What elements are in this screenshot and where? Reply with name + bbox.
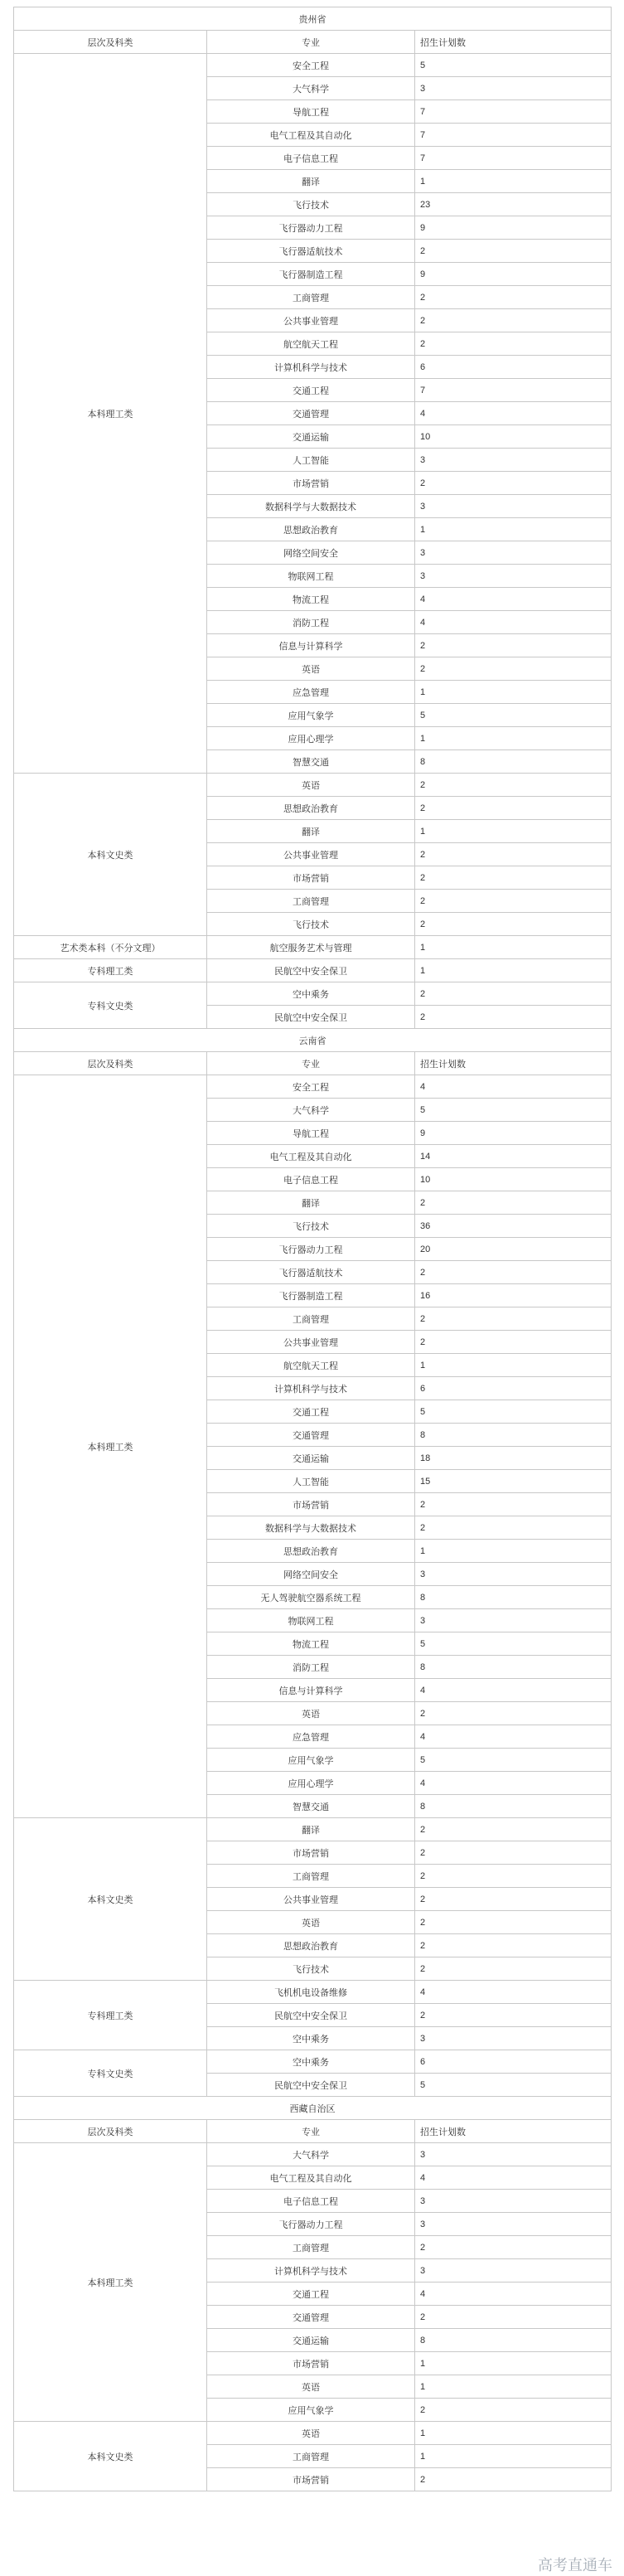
quota-cell: 1 <box>415 936 612 959</box>
category-cell: 专科文史类 <box>14 982 207 1029</box>
quota-cell: 6 <box>415 356 612 379</box>
quota-cell: 2 <box>415 240 612 263</box>
province-row <box>14 1029 612 1052</box>
category-cell: 本科文史类 <box>14 2422 207 2491</box>
quota-cell: 2 <box>415 1702 612 1725</box>
quota-cell: 4 <box>415 1679 612 1702</box>
major-cell: 应用气象学 <box>207 1749 415 1772</box>
header-row <box>14 31 612 54</box>
category-cell: 本科理工类 <box>14 1075 207 1818</box>
quota-cell: 7 <box>415 147 612 170</box>
header-row <box>14 2120 612 2143</box>
quota-cell: 2 <box>415 2004 612 2027</box>
quota-cell: 1 <box>415 2375 612 2399</box>
quota-cell: 2 <box>415 1516 612 1540</box>
major-cell: 数据科学与大数据技术 <box>207 1516 415 1540</box>
quota-cell: 2 <box>415 1888 612 1911</box>
province-row <box>14 7 612 31</box>
major-cell: 消防工程 <box>207 1656 415 1679</box>
header-row <box>14 1052 612 1075</box>
major-cell: 空中乘务 <box>207 2027 415 2050</box>
quota-cell: 2 <box>415 332 612 356</box>
province-name: 贵州省 <box>14 7 612 31</box>
major-cell: 工商管理 <box>207 2236 415 2259</box>
major-cell: 公共事业管理 <box>207 843 415 866</box>
major-cell: 飞行器动力工程 <box>207 216 415 240</box>
major-cell: 工商管理 <box>207 2445 415 2468</box>
quota-cell: 5 <box>415 1632 612 1656</box>
quota-cell: 7 <box>415 100 612 124</box>
quota-cell: 3 <box>415 495 612 518</box>
quota-cell: 2 <box>415 982 612 1006</box>
major-cell: 应急管理 <box>207 681 415 704</box>
quota-cell: 15 <box>415 1470 612 1493</box>
province-name: 云南省 <box>14 1029 612 1052</box>
category-cell: 艺术类本科（不分文理） <box>14 936 207 959</box>
major-cell: 翻译 <box>207 1191 415 1215</box>
major-cell: 工商管理 <box>207 286 415 309</box>
major-cell: 工商管理 <box>207 1865 415 1888</box>
quota-cell: 5 <box>415 1099 612 1122</box>
quota-cell: 2 <box>415 1006 612 1029</box>
quota-cell: 4 <box>415 611 612 634</box>
quota-cell: 1 <box>415 1354 612 1377</box>
quota-cell: 4 <box>415 2283 612 2306</box>
major-cell: 飞行技术 <box>207 1215 415 1238</box>
quota-cell: 4 <box>415 588 612 611</box>
major-cell: 电气工程及其自动化 <box>207 1145 415 1168</box>
column-header-quota: 招生计划数 <box>415 31 612 54</box>
major-cell: 应急管理 <box>207 1725 415 1749</box>
province-row <box>14 2097 612 2120</box>
category-cell: 专科理工类 <box>14 959 207 982</box>
quota-cell: 3 <box>415 1563 612 1586</box>
major-cell: 翻译 <box>207 1818 415 1841</box>
column-header-quota: 招生计划数 <box>415 2120 612 2143</box>
quota-cell: 1 <box>415 2352 612 2375</box>
quota-cell: 3 <box>415 2213 612 2236</box>
major-cell: 市场营销 <box>207 2352 415 2375</box>
quota-cell: 6 <box>415 2050 612 2074</box>
quota-cell: 1 <box>415 820 612 843</box>
quota-cell: 5 <box>415 1400 612 1424</box>
table-row <box>14 774 612 797</box>
quota-cell: 2 <box>415 286 612 309</box>
quota-cell: 14 <box>415 1145 612 1168</box>
quota-cell: 3 <box>415 541 612 565</box>
quota-cell: 2 <box>415 2306 612 2329</box>
quota-cell: 7 <box>415 379 612 402</box>
major-cell: 英语 <box>207 2422 415 2445</box>
quota-cell: 2 <box>415 2468 612 2491</box>
major-cell: 网络空间安全 <box>207 1563 415 1586</box>
quota-cell: 2 <box>415 1493 612 1516</box>
quota-cell: 1 <box>415 1540 612 1563</box>
major-cell: 飞机机电设备维修 <box>207 1981 415 2004</box>
major-cell: 英语 <box>207 1702 415 1725</box>
major-cell: 大气科学 <box>207 2143 415 2166</box>
quota-cell: 1 <box>415 681 612 704</box>
quota-cell: 7 <box>415 124 612 147</box>
category-cell: 本科文史类 <box>14 774 207 936</box>
major-cell: 交通运输 <box>207 1447 415 1470</box>
major-cell: 翻译 <box>207 170 415 193</box>
quota-cell: 2 <box>415 1307 612 1331</box>
major-cell: 应用心理学 <box>207 1772 415 1795</box>
quota-cell: 4 <box>415 402 612 425</box>
major-cell: 计算机科学与技术 <box>207 356 415 379</box>
quota-cell: 3 <box>415 565 612 588</box>
quota-cell: 3 <box>415 2027 612 2050</box>
quota-cell: 3 <box>415 2143 612 2166</box>
major-cell: 民航空中安全保卫 <box>207 2004 415 2027</box>
category-cell: 本科理工类 <box>14 2143 207 2422</box>
quota-cell: 5 <box>415 704 612 727</box>
admission-plan-sheet <box>13 7 611 2491</box>
major-cell: 航空航天工程 <box>207 332 415 356</box>
category-cell: 本科理工类 <box>14 54 207 774</box>
major-cell: 市场营销 <box>207 866 415 890</box>
quota-cell: 6 <box>415 1377 612 1400</box>
major-cell: 飞行技术 <box>207 193 415 216</box>
quota-cell: 2 <box>415 1911 612 1934</box>
column-header-category: 层次及科类 <box>14 2120 207 2143</box>
major-cell: 交通运输 <box>207 425 415 449</box>
major-cell: 工商管理 <box>207 1307 415 1331</box>
quota-cell: 2 <box>415 1818 612 1841</box>
quota-cell: 3 <box>415 449 612 472</box>
major-cell: 应用心理学 <box>207 727 415 750</box>
quota-cell: 2 <box>415 913 612 936</box>
major-cell: 飞行器制造工程 <box>207 263 415 286</box>
major-cell: 民航空中安全保卫 <box>207 959 415 982</box>
admission-plan-table <box>13 7 612 2491</box>
table-row <box>14 1818 612 1841</box>
quota-cell: 2 <box>415 1841 612 1865</box>
major-cell: 飞行器适航技术 <box>207 1261 415 1284</box>
column-header-major: 专业 <box>207 1052 415 1075</box>
major-cell: 市场营销 <box>207 472 415 495</box>
major-cell: 思想政治教育 <box>207 1934 415 1957</box>
major-cell: 电气工程及其自动化 <box>207 2166 415 2190</box>
table-row <box>14 2050 612 2074</box>
major-cell: 计算机科学与技术 <box>207 2259 415 2283</box>
quota-cell: 4 <box>415 1981 612 2004</box>
major-cell: 物联网工程 <box>207 1609 415 1632</box>
major-cell: 交通管理 <box>207 2306 415 2329</box>
quota-cell: 2 <box>415 657 612 681</box>
major-cell: 电子信息工程 <box>207 1168 415 1191</box>
major-cell: 飞行器动力工程 <box>207 2213 415 2236</box>
major-cell: 应用气象学 <box>207 2399 415 2422</box>
column-header-quota: 招生计划数 <box>415 1052 612 1075</box>
quota-cell: 2 <box>415 797 612 820</box>
major-cell: 航空航天工程 <box>207 1354 415 1377</box>
major-cell: 导航工程 <box>207 1122 415 1145</box>
table-row <box>14 982 612 1006</box>
table-row <box>14 959 612 982</box>
major-cell: 思想政治教育 <box>207 797 415 820</box>
quota-cell: 23 <box>415 193 612 216</box>
quota-cell: 2 <box>415 890 612 913</box>
major-cell: 应用气象学 <box>207 704 415 727</box>
major-cell: 思想政治教育 <box>207 518 415 541</box>
major-cell: 航空服务艺术与管理 <box>207 936 415 959</box>
major-cell: 消防工程 <box>207 611 415 634</box>
major-cell: 翻译 <box>207 820 415 843</box>
major-cell: 安全工程 <box>207 54 415 77</box>
major-cell: 英语 <box>207 2375 415 2399</box>
watermark-logo: 高考直通车 <box>538 2557 612 2574</box>
major-cell: 空中乘务 <box>207 2050 415 2074</box>
major-cell: 空中乘务 <box>207 982 415 1006</box>
quota-cell: 2 <box>415 634 612 657</box>
quota-cell: 8 <box>415 750 612 774</box>
major-cell: 市场营销 <box>207 1493 415 1516</box>
major-cell: 物流工程 <box>207 588 415 611</box>
major-cell: 交通工程 <box>207 1400 415 1424</box>
quota-cell: 16 <box>415 1284 612 1307</box>
quota-cell: 10 <box>415 1168 612 1191</box>
quota-cell: 9 <box>415 216 612 240</box>
quota-cell: 5 <box>415 2074 612 2097</box>
major-cell: 工商管理 <box>207 890 415 913</box>
quota-cell: 1 <box>415 2445 612 2468</box>
major-cell: 安全工程 <box>207 1075 415 1099</box>
column-header-major: 专业 <box>207 31 415 54</box>
major-cell: 人工智能 <box>207 1470 415 1493</box>
major-cell: 飞行技术 <box>207 1957 415 1981</box>
quota-cell: 1 <box>415 727 612 750</box>
quota-cell: 1 <box>415 518 612 541</box>
major-cell: 物联网工程 <box>207 565 415 588</box>
quota-cell: 1 <box>415 2422 612 2445</box>
major-cell: 电子信息工程 <box>207 2190 415 2213</box>
major-cell: 飞行器制造工程 <box>207 1284 415 1307</box>
quota-cell: 2 <box>415 866 612 890</box>
column-header-major: 专业 <box>207 2120 415 2143</box>
category-cell: 专科理工类 <box>14 1981 207 2050</box>
quota-cell: 4 <box>415 1075 612 1099</box>
quota-cell: 2 <box>415 472 612 495</box>
quota-cell: 8 <box>415 1586 612 1609</box>
table-row <box>14 936 612 959</box>
quota-cell: 8 <box>415 2329 612 2352</box>
major-cell: 交通工程 <box>207 2283 415 2306</box>
quota-cell: 3 <box>415 2259 612 2283</box>
column-header-category: 层次及科类 <box>14 1052 207 1075</box>
major-cell: 市场营销 <box>207 2468 415 2491</box>
major-cell: 信息与计算科学 <box>207 1679 415 1702</box>
quota-cell: 4 <box>415 2166 612 2190</box>
table-row <box>14 1075 612 1099</box>
quota-cell: 9 <box>415 263 612 286</box>
quota-cell: 2 <box>415 1331 612 1354</box>
major-cell: 公共事业管理 <box>207 309 415 332</box>
quota-cell: 2 <box>415 1957 612 1981</box>
major-cell: 民航空中安全保卫 <box>207 2074 415 2097</box>
quota-cell: 2 <box>415 2399 612 2422</box>
table-body <box>14 7 612 2491</box>
quota-cell: 20 <box>415 1238 612 1261</box>
quota-cell: 2 <box>415 774 612 797</box>
major-cell: 交通工程 <box>207 379 415 402</box>
quota-cell: 36 <box>415 1215 612 1238</box>
quota-cell: 5 <box>415 1749 612 1772</box>
quota-cell: 1 <box>415 959 612 982</box>
quota-cell: 5 <box>415 54 612 77</box>
major-cell: 思想政治教育 <box>207 1540 415 1563</box>
major-cell: 导航工程 <box>207 100 415 124</box>
major-cell: 智慧交通 <box>207 1795 415 1818</box>
quota-cell: 9 <box>415 1122 612 1145</box>
quota-cell: 2 <box>415 1261 612 1284</box>
table-row <box>14 2143 612 2166</box>
quota-cell: 4 <box>415 1725 612 1749</box>
quota-cell: 3 <box>415 2190 612 2213</box>
major-cell: 市场营销 <box>207 1841 415 1865</box>
major-cell: 交通管理 <box>207 402 415 425</box>
major-cell: 信息与计算科学 <box>207 634 415 657</box>
major-cell: 公共事业管理 <box>207 1888 415 1911</box>
province-name: 西藏自治区 <box>14 2097 612 2120</box>
quota-cell: 18 <box>415 1447 612 1470</box>
quota-cell: 2 <box>415 1865 612 1888</box>
quota-cell: 3 <box>415 77 612 100</box>
table-row <box>14 1981 612 2004</box>
table-row <box>14 2422 612 2445</box>
quota-cell: 8 <box>415 1656 612 1679</box>
quota-cell: 8 <box>415 1795 612 1818</box>
major-cell: 电气工程及其自动化 <box>207 124 415 147</box>
major-cell: 英语 <box>207 657 415 681</box>
quota-cell: 2 <box>415 843 612 866</box>
major-cell: 公共事业管理 <box>207 1331 415 1354</box>
major-cell: 飞行器动力工程 <box>207 1238 415 1261</box>
quota-cell: 2 <box>415 1934 612 1957</box>
major-cell: 计算机科学与技术 <box>207 1377 415 1400</box>
table-row <box>14 54 612 77</box>
major-cell: 电子信息工程 <box>207 147 415 170</box>
major-cell: 智慧交通 <box>207 750 415 774</box>
major-cell: 大气科学 <box>207 77 415 100</box>
quota-cell: 4 <box>415 1772 612 1795</box>
major-cell: 网络空间安全 <box>207 541 415 565</box>
major-cell: 数据科学与大数据技术 <box>207 495 415 518</box>
major-cell: 无人驾驶航空器系统工程 <box>207 1586 415 1609</box>
quota-cell: 2 <box>415 1191 612 1215</box>
quota-cell: 8 <box>415 1424 612 1447</box>
major-cell: 人工智能 <box>207 449 415 472</box>
major-cell: 大气科学 <box>207 1099 415 1122</box>
major-cell: 物流工程 <box>207 1632 415 1656</box>
major-cell: 交通运输 <box>207 2329 415 2352</box>
major-cell: 交通管理 <box>207 1424 415 1447</box>
category-cell: 专科文史类 <box>14 2050 207 2097</box>
category-cell: 本科文史类 <box>14 1818 207 1981</box>
quota-cell: 2 <box>415 2236 612 2259</box>
quota-cell: 1 <box>415 170 612 193</box>
major-cell: 飞行技术 <box>207 913 415 936</box>
quota-cell: 10 <box>415 425 612 449</box>
quota-cell: 2 <box>415 309 612 332</box>
quota-cell: 3 <box>415 1609 612 1632</box>
major-cell: 民航空中安全保卫 <box>207 1006 415 1029</box>
column-header-category: 层次及科类 <box>14 31 207 54</box>
major-cell: 英语 <box>207 774 415 797</box>
major-cell: 英语 <box>207 1911 415 1934</box>
major-cell: 飞行器适航技术 <box>207 240 415 263</box>
